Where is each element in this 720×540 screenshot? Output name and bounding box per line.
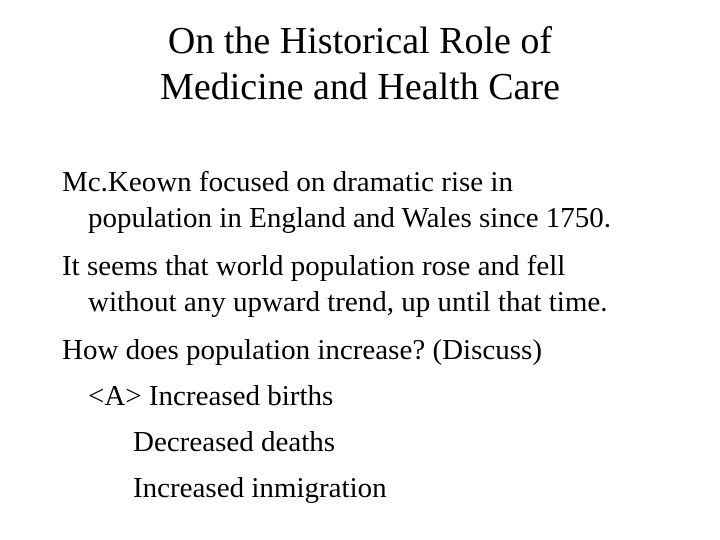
body-line-increased-inmigration: Increased inmigration: [133, 472, 387, 504]
title-line-2: Medicine and Health Care: [160, 66, 560, 108]
body-line-upward-trend: without any upward trend, up until that time.: [88, 286, 608, 318]
body-line-decreased-deaths: Decreased deaths: [133, 426, 336, 458]
body-line-mckeown: Mc.Keown focused on dramatic rise in: [62, 166, 513, 198]
body-line-question: How does population increase? (Discuss): [62, 334, 542, 366]
title-line-1: On the Historical Role of: [167, 20, 553, 62]
body-line-world-population: It seems that world population rose and fell: [62, 250, 566, 282]
body-line-population-england: population in England and Wales since 1750.: [88, 202, 612, 234]
body-line-increased-births: <A> Increased births: [88, 380, 334, 412]
